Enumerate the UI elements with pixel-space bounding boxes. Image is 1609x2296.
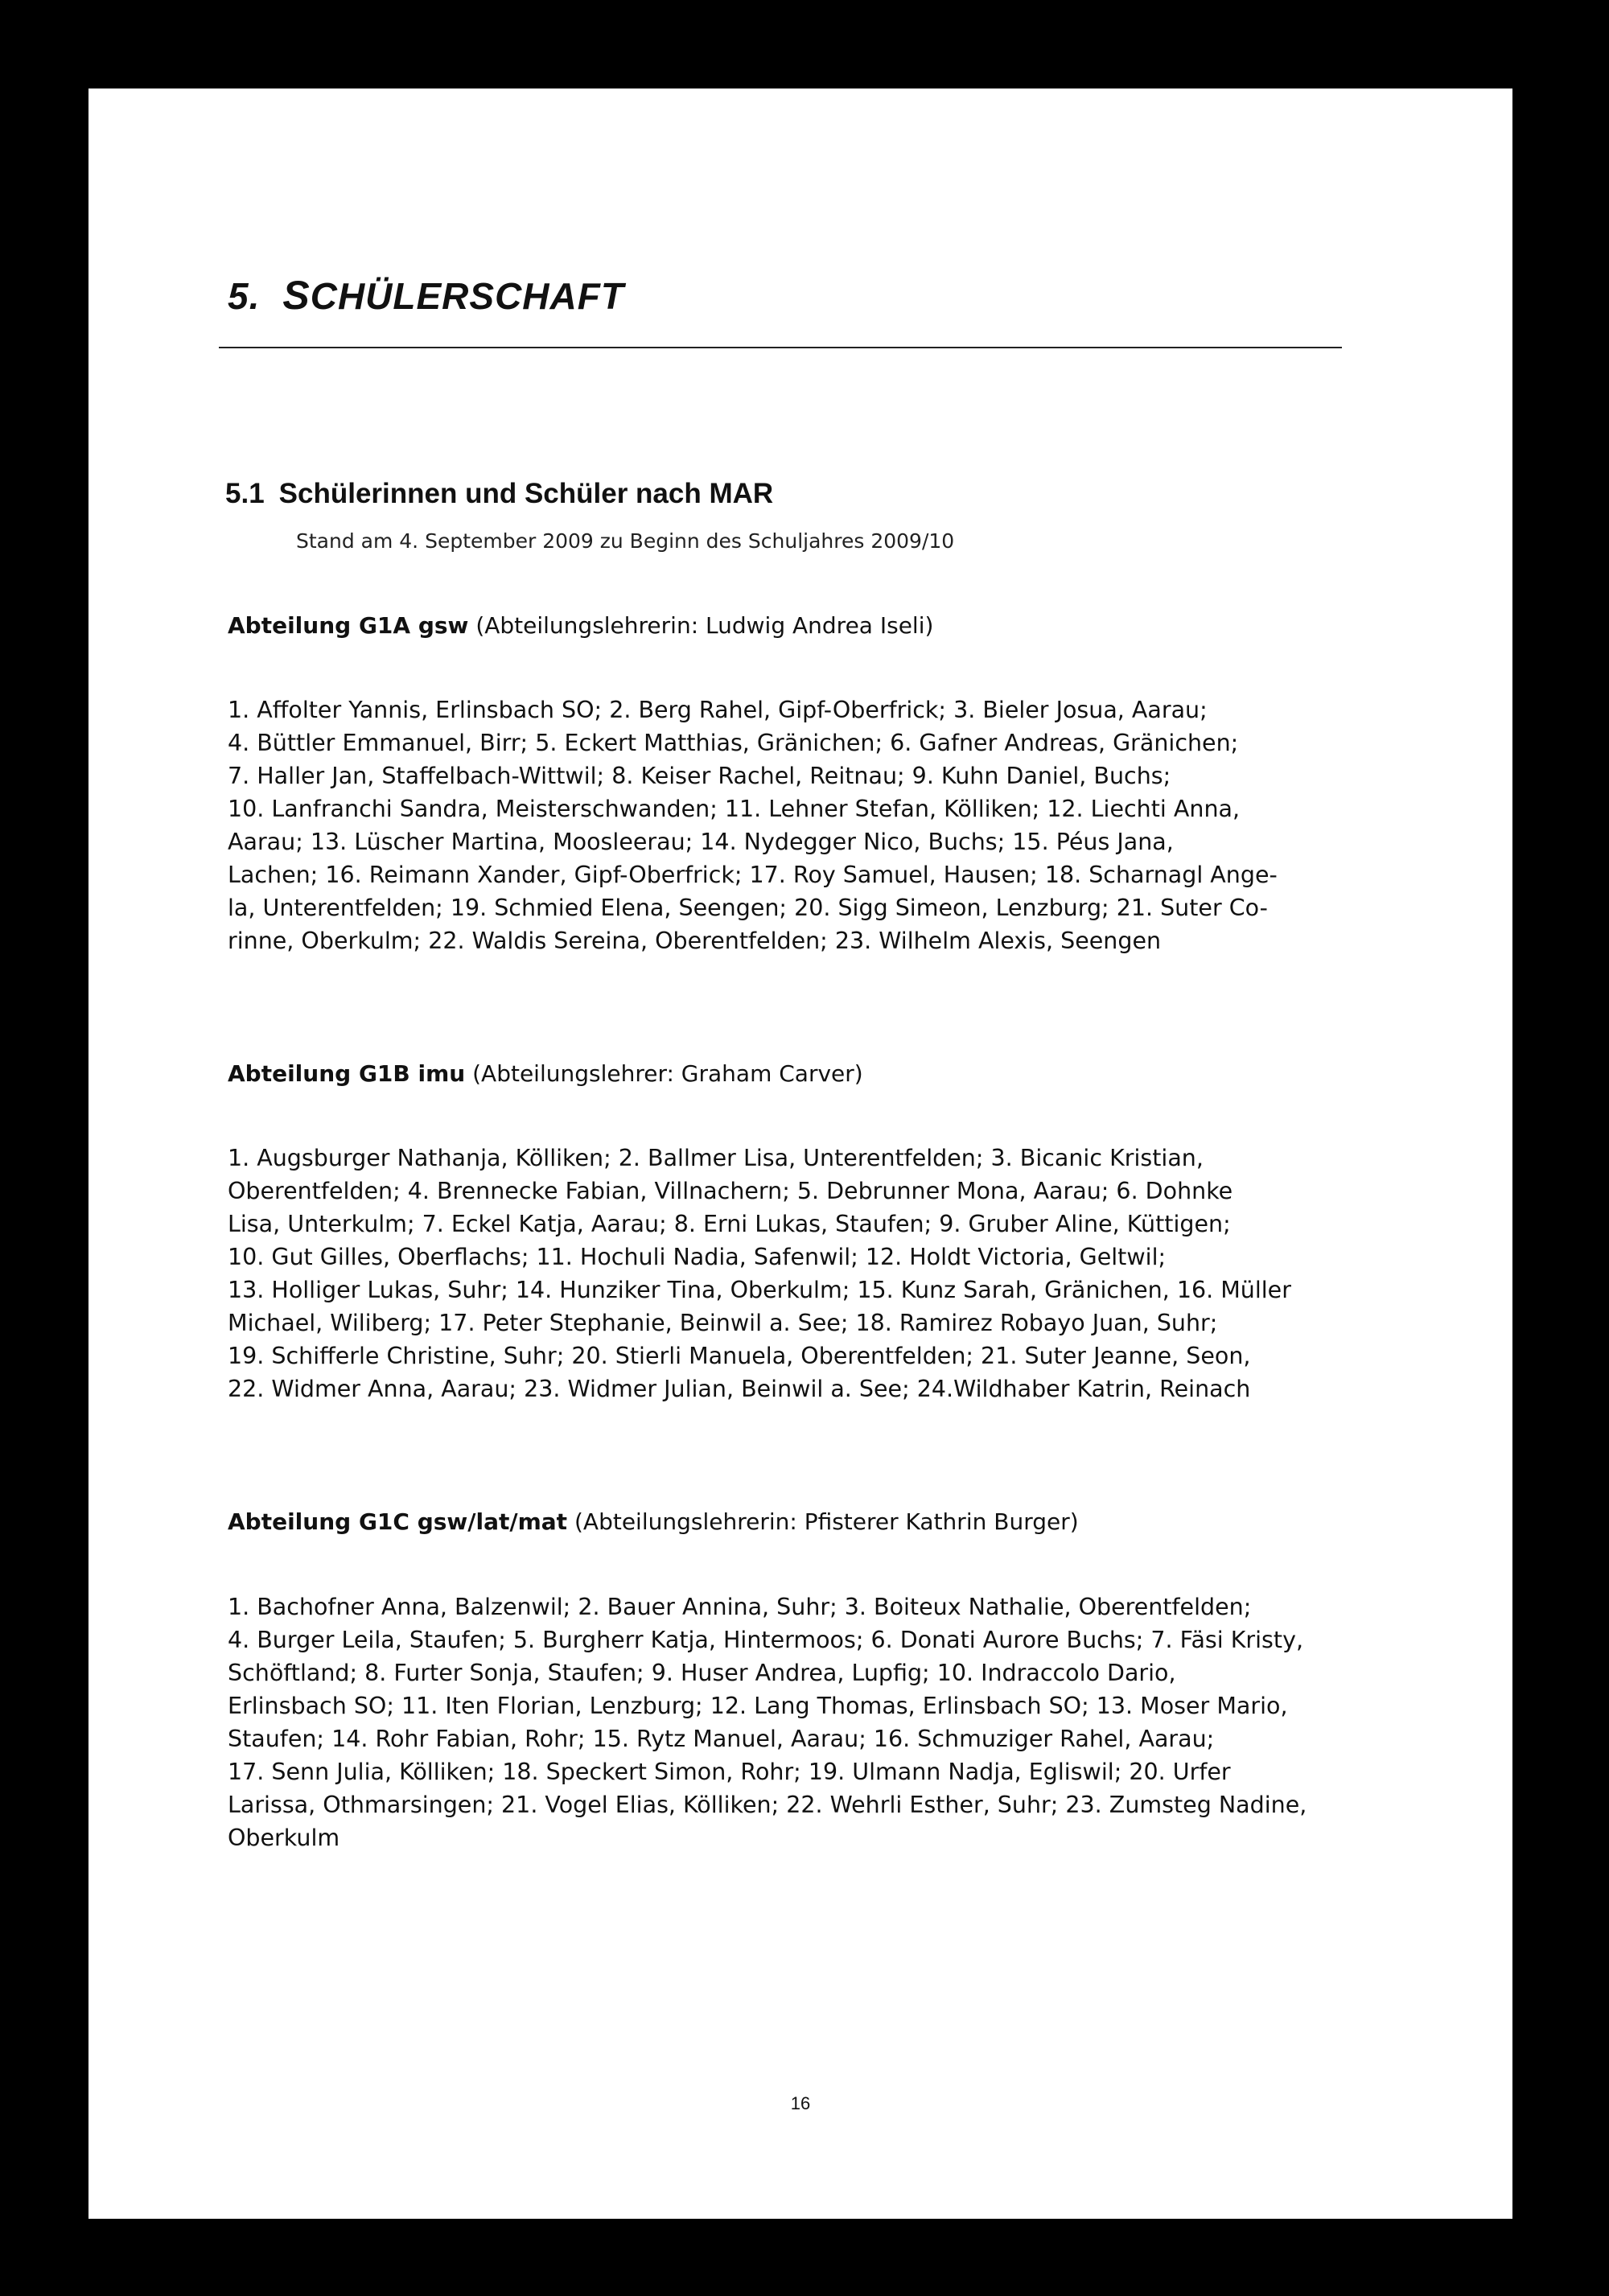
list-line: 1. Affolter Yannis, Erlinsbach SO; 2. Berg Rahel, Gipf-Oberfrick; 3. Bieler Josua, Aarau; — [228, 697, 1208, 723]
document-page — [88, 88, 1512, 2219]
section-title — [225, 478, 773, 510]
list-line: 1. Bachofner Anna, Balzenwil; 2. Bauer Annina, Suhr; 3. Boiteux Nathalie, Oberentfelden; — [228, 1594, 1252, 1620]
list-line: 10. Gut Gilles, Oberflachs; 11. Hochuli Nadia, Safenwil; 12. Holdt Victoria, Geltwil; — [228, 1244, 1167, 1270]
list-line: Lisa, Unterkulm; 7. Eckel Katja, Aarau; 8. Erni Lukas, Staufen; 9. Gruber Aline, Küttigen; — [228, 1211, 1231, 1237]
department-teacher: (Abteilungslehrerin: Ludwig Andrea Iseli) — [475, 612, 934, 639]
chapter-title-rest: CHÜLERSCHAFT — [310, 275, 624, 317]
list-line: 22. Widmer Anna, Aarau; 23. Widmer Julian, Beinwil a. See; 24.Wildhaber Katrin, Reinach — [228, 1376, 1251, 1402]
chapter-divider — [219, 347, 1342, 348]
section-title-text: Schülerinnen und Schüler nach MAR — [278, 478, 774, 509]
list-line: Schöftland; 8. Furter Sonja, Staufen; 9. Huser Andrea, Lupfig; 10. Indraccolo Dario, — [228, 1660, 1176, 1686]
page-number: 16 — [790, 2093, 811, 2113]
department-label: Abteilung G1B imu — [228, 1060, 466, 1087]
list-line: 17. Senn Julia, Kölliken; 18. Speckert Simon, Rohr; 19. Ulmann Nadja, Egliswil; 20. Urfer — [228, 1759, 1231, 1785]
list-line: Staufen; 14. Rohr Fabian, Rohr; 15. Rytz Manuel, Aarau; 16. Schmuziger Rahel, Aarau; — [228, 1726, 1215, 1752]
list-line: 4. Burger Leila, Staufen; 5. Burgherr Katja, Hintermoos; 6. Donati Aurore Buchs; 7. Fäsi Kristy, — [228, 1627, 1304, 1653]
student-list-g1c — [228, 1590, 1483, 1854]
list-line: 1. Augsburger Nathanja, Kölliken; 2. Ballmer Lisa, Unterentfelden; 3. Bicanic Kristian, — [228, 1145, 1204, 1171]
list-line: la, Unterentfelden; 19. Schmied Elena, Seengen; 20. Sigg Simeon, Lenzburg; 21. Suter Co- — [228, 895, 1268, 921]
list-line: 4. Büttler Emmanuel, Birr; 5. Eckert Matthias, Gränichen; 6. Gafner Andreas, Gränichen; — [228, 730, 1239, 756]
chapter-title-initial: S — [282, 273, 311, 318]
list-line: 13. Holliger Lukas, Suhr; 14. Hunziker Tina, Oberkulm; 15. Kunz Sarah, Gränichen, 16. Müller — [228, 1277, 1291, 1303]
list-line: Oberentfelden; 4. Brennecke Fabian, Villnachern; 5. Debrunner Mona, Aarau; 6. Dohnke — [228, 1178, 1233, 1204]
student-list-g1a — [228, 693, 1483, 957]
list-line: Erlinsbach SO; 11. Iten Florian, Lenzburg; 12. Lang Thomas, Erlinsbach SO; 13. Moser Mario, — [228, 1693, 1288, 1719]
chapter-title — [228, 272, 624, 319]
chapter-number: 5. — [228, 275, 261, 317]
department-teacher: (Abteilungslehrerin: Pfisterer Kathrin Burger) — [574, 1508, 1079, 1535]
list-line: Larissa, Othmarsingen; 21. Vogel Elias, Kölliken; 22. Wehrli Esther, Suhr; 23. Zumsteg Nadine, — [228, 1792, 1307, 1818]
list-line: 7. Haller Jan, Staffelbach-Wittwil; 8. Keiser Rachel, Reitnau; 9. Kuhn Daniel, Buchs; — [228, 763, 1171, 789]
list-line: Aarau; 13. Lüscher Martina, Moosleerau; 14. Nydegger Nico, Buchs; 15. Péus Jana, — [228, 829, 1174, 855]
student-list-g1b — [228, 1142, 1483, 1405]
department-label: Abteilung G1C gsw/lat/mat — [228, 1508, 568, 1535]
list-line: Oberkulm — [228, 1825, 340, 1851]
department-heading-g1b — [228, 1060, 863, 1087]
department-heading-g1a — [228, 612, 933, 639]
list-line: Michael, Wiliberg; 17. Peter Stephanie, Beinwil a. See; 18. Ramirez Robayo Juan, Suhr; — [228, 1310, 1218, 1336]
department-label: Abteilung G1A gsw — [228, 612, 469, 639]
department-heading-g1c — [228, 1508, 1079, 1535]
list-line: rinne, Oberkulm; 22. Waldis Sereina, Oberentfelden; 23. Wilhelm Alexis, Seengen — [228, 928, 1162, 954]
list-line: 10. Lanfranchi Sandra, Meisterschwanden; 11. Lehner Stefan, Kölliken; 12. Liechti Anna, — [228, 796, 1241, 822]
department-teacher: (Abteilungslehrer: Graham Carver) — [472, 1060, 863, 1087]
status-date-line: Stand am 4. September 2009 zu Beginn des Schuljahres 2009/10 — [296, 529, 955, 553]
list-line: 19. Schifferle Christine, Suhr; 20. Stierli Manuela, Oberentfelden; 21. Suter Jeanne, Seon, — [228, 1343, 1251, 1369]
list-line: Lachen; 16. Reimann Xander, Gipf-Oberfrick; 17. Roy Samuel, Hausen; 18. Scharnagl Ange- — [228, 862, 1278, 888]
section-number: 5.1 — [225, 478, 265, 509]
